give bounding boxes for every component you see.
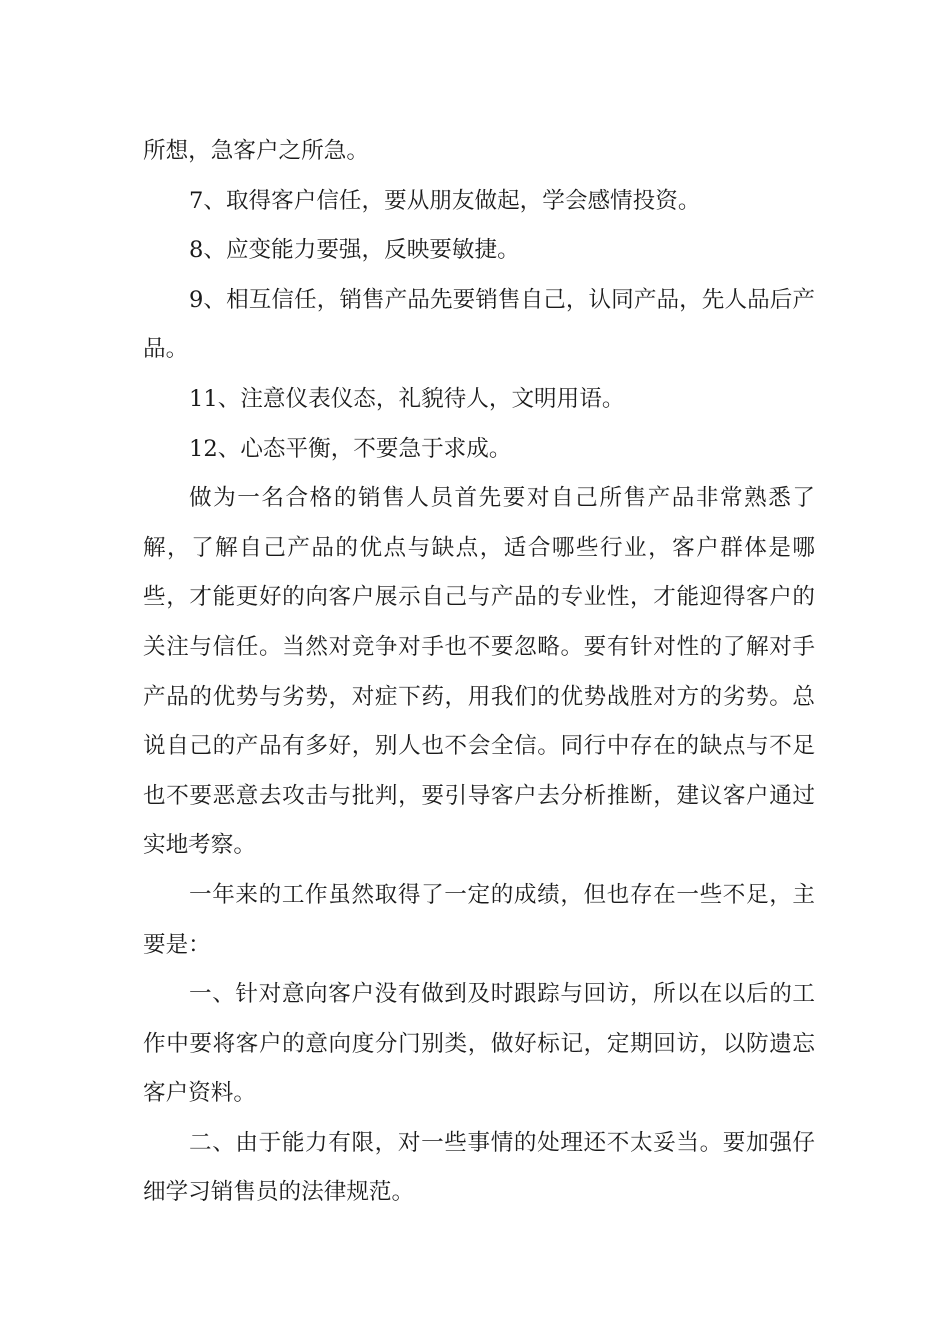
- paragraph-item-9: 9、相互信任，销售产品先要销售自己，认同产品，先人品后产品。: [143, 286, 815, 363]
- document-body: [143, 127, 815, 1218]
- paragraph-shortcoming-two: 二、由于能力有限，对一些事情的处理还不太妥当。要加强仔细学习销售员的法律规范。: [143, 1129, 815, 1206]
- paragraph-item-8: 8、应变能力要强，反映要敏捷。: [189, 237, 520, 264]
- paragraph-shortcomings-intro: 一年来的工作虽然取得了一定的成绩，但也存在一些不足，主要是：: [143, 881, 815, 958]
- paragraph-continuation: 所想，急客户之所急。: [143, 138, 369, 164]
- paragraph-shortcoming-one: 一、针对意向客户没有做到及时跟踪与回访，所以在以后的工作中要将客户的意向度分门别类，做好标记，定期回访，以防遗忘客户资料。: [143, 981, 815, 1107]
- paragraph-item-7: 7、取得客户信任，要从朋友做起，学会感情投资。: [189, 187, 701, 214]
- paragraph-item-12: 12、心态平衡，不要急于求成。: [189, 435, 512, 462]
- paragraph-item-11: 11、注意仪表仪态，礼貌待人，文明用语。: [189, 385, 625, 412]
- paragraph-sales-knowledge: 做为一名合格的销售人员首先要对自己所售产品非常熟悉了解，了解自己产品的优点与缺点，适合哪些行业，客户群体是哪些，才能更好的向客户展示自己与产品的专业性，才能迎得客户的关注与信任。当然对竞争对手也不要忽略。要有针对性的了解对手产品的优势与劣势，对症下药，用我们的优势战胜对方的劣势。总说自己的产品有多好，别人也不会全信。同行中存在的缺点与不足也不要恶意去攻击与批判，要引导客户去分析推断，建议客户通过实地考察。: [143, 485, 815, 859]
